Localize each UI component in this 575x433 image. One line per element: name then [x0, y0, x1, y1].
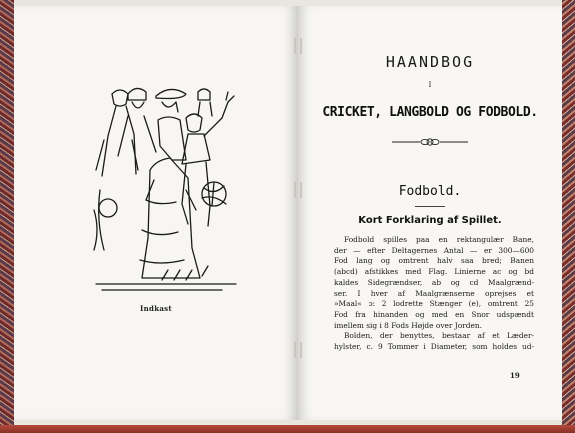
body-line: Fod fra hinanden og med en Snor udspændt — [334, 309, 534, 319]
body-line: der — efter Deltagernes Antal — er 300—600 — [334, 245, 534, 255]
body-text — [334, 235, 534, 353]
ornament-divider — [390, 137, 470, 147]
section-heading: Fodbold. — [398, 184, 462, 199]
body-line: »Maal« ɔ: 2 lodrette Stænger (e), omtrent 25 — [334, 299, 534, 309]
binding-stitch — [294, 182, 296, 198]
section-rule — [415, 206, 445, 207]
body-line: Bolden, der benyttes, bestaar af et Læder- — [344, 331, 534, 341]
book-subtitle: CRICKET, LANGBOLD OG FODBOLD. — [322, 105, 538, 120]
right-page — [298, 6, 562, 420]
throw-in-illustration — [92, 80, 242, 296]
body-line: ser. I hver af Maalgrænserne oprejses et — [334, 288, 534, 298]
body-line: (abcd) afstikkes med Flag. Linierne ac og bd — [334, 267, 534, 277]
book-cover-edge — [0, 425, 575, 433]
left-page — [14, 6, 298, 420]
title-connector: I — [428, 81, 432, 89]
page-number: 19 — [510, 371, 520, 380]
subsection-heading: Kort Forklaring af Spillet. — [358, 215, 502, 226]
marbled-endpaper-right — [562, 0, 575, 433]
binding-stitch — [300, 38, 302, 54]
book-title: HAANDBOG — [385, 53, 475, 71]
binding-stitch — [294, 342, 296, 358]
body-line: imellem sig i 8 Fods Højde over Jorden. — [334, 320, 482, 330]
body-line: Fodbold spilles paa en rektangulær Bane, — [344, 235, 534, 244]
illustration-caption: Indkast — [140, 304, 172, 313]
marbled-endpaper-left — [0, 0, 14, 433]
binding-stitch — [294, 38, 296, 54]
body-line: hylster, c. 9 Tommer i Diameter, som holdes ud- — [334, 342, 534, 352]
body-line: kaldes Sidegrændser, ab og cd Maalgrænd- — [334, 277, 534, 287]
binding-stitch — [300, 342, 302, 358]
body-line: Fod lang og omtrent halv saa bred; Banen — [334, 256, 534, 266]
